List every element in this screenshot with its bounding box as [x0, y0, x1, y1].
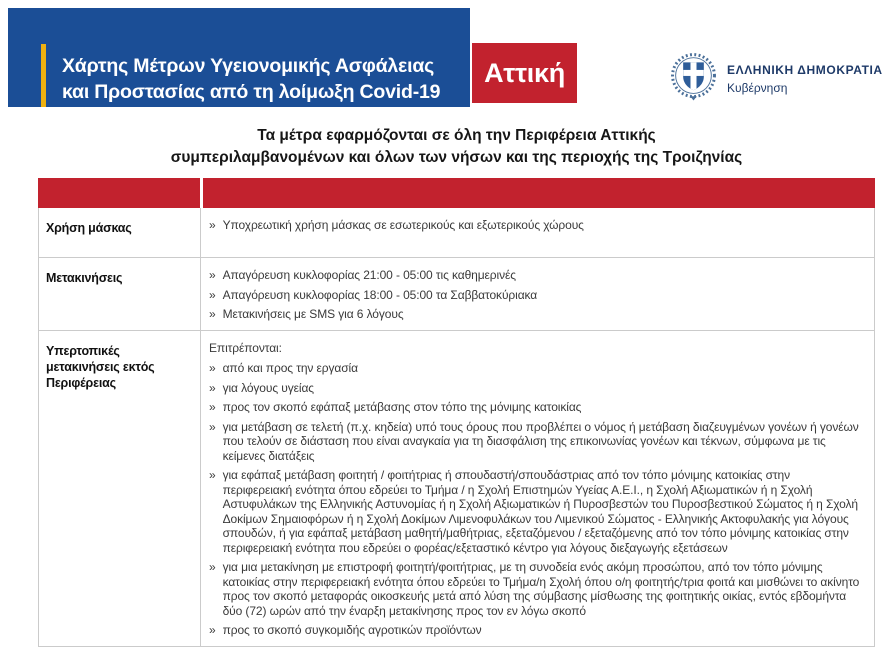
bullet-item [209, 288, 862, 303]
bullet-chevron-icon: » [209, 218, 216, 232]
bullet-text: Απαγόρευση κυκλοφορίας 21:00 - 05:00 τις καθημερινές [222, 268, 516, 282]
bullet-text: για εφάπαξ μετάβαση φοιτητή / φοιτήτριας ή σπουδαστή/σπουδάστριας από τον τόπο μόνιμης κατοικίας στην περιφερειακή ενότητα όπου εδρεύει το Τμήμα / η Σχολή Επιστημών Υγείας Α.Ε.Ι., η Σχολή Αξιωματικών ή η Σχολή Αστυφυλάκων της Ελληνικής Αστυνομίας ή η Σχολή Αξιωματικών ή Πυροσβεστών του Πυροσβεστικού Σώματος ή η Σχολή Δοκίμων Σημαιοφόρων ή η Σχολή Δοκίμων Λιμενοφυλάκων του Λιμενικού Σώματος - Ελληνικής Ακτοφυλακής για λόγους σπουδών, ή για εφάπαξ μετάβαση μαθητή/μαθήτριας, εξεταζόμενου / εξεταζόμενης από τον τόπο μόνιμης κατοικίας στην περιφερειακή ενότητα που εδρεύει ο φορέας/εξεταστικό κέντρο για λόγους διεξαγωγής εξετάσεων [222, 468, 858, 555]
bullet-text: για μια μετακίνηση με επιστροφή φοιτητή/φοιτήτριας, με τη συνοδεία ενός ακόμη προσώπου, από τον τόπο μόνιμης κατοικίας στην περιφερειακή ενότητα όπου εδρεύει το Τμήμα/η Σχολή όπου ο/η φοιτητής/τρια φοιτά και μισθώνει το ακίνητο προς τον σκοπό μεταφοράς οικοσκευής μετά από λύση της σύμβασης μίσθωσης της φοιτητικής οικίας, εντός εβδομήντα δύο (72) ωρών από την έναρξη μετακίνησης προς τον εν λόγω σκοπό [222, 560, 860, 618]
region-label: Αττική [484, 57, 565, 88]
bullet-item [209, 218, 862, 233]
bullet-chevron-icon: » [209, 287, 216, 302]
bullet-text: Απαγόρευση κυκλοφορίας 18:00 - 05:00 τα Σαββατοκύριακα [222, 287, 538, 302]
bullet-text: Μετακινήσεις με SMS για 6 λόγους [222, 307, 404, 321]
bullet-chevron-icon: » [209, 380, 216, 395]
bullet-text: προς τον σκοπό εφάπαξ μετάβασης στον τόπο της μόνιμης κατοικίας [222, 400, 582, 414]
subtitle [38, 125, 875, 169]
bullet-chevron-icon: » [209, 468, 216, 482]
bullet-text: προς το σκοπό συγκομιδής αγροτικών προϊόντων [222, 623, 482, 637]
bullet-item [209, 468, 862, 555]
title-line-1: Χάρτης Μέτρων Υγειονομικής Ασφάλειας [62, 55, 435, 77]
table-header-band-left [38, 178, 200, 208]
bullet-chevron-icon: » [209, 361, 216, 375]
bullet-item [209, 307, 862, 322]
bullet-text: για μετάβαση σε τελετή (π.χ. κηδεία) υπό τους όρους που προβλέπει ο νόμος ή μετάβαση διαζευγμένων γονέων ή γονέων που τελούν σε διάσταση που είναι αναγκαία για τη διασφάλιση της επικοινωνίας γονέων και τέκνων, σύμφωνα με τις κείμενες διατάξεις [222, 419, 859, 463]
bullet-text: για λόγους υγείας [222, 380, 314, 395]
measures-rows [38, 208, 875, 647]
measures-table [38, 178, 875, 647]
gov-name: ΕΛΛΗΝΙΚΗ ΔΗΜΟΚΡΑΤΙΑ [727, 63, 883, 77]
greek-emblem-icon [670, 52, 717, 106]
bullet-text: από και προς την εργασία [222, 361, 358, 375]
bullet-item [209, 420, 862, 464]
bullet-chevron-icon: » [209, 419, 216, 434]
bullet-chevron-icon: » [209, 400, 216, 414]
measure-label: Μετακινήσεις [39, 258, 201, 330]
bullet-item [209, 560, 862, 618]
bullet-item [209, 623, 862, 638]
bullet-chevron-icon: » [209, 268, 216, 282]
bullet-text: Υποχρεωτική χρήση μάσκας σε εσωτερικούς και εξωτερικούς χώρους [222, 218, 584, 232]
gov-logo [670, 52, 883, 106]
table-row [39, 257, 874, 330]
table-row [39, 208, 874, 257]
measure-intro: Επιτρέπονται: [209, 340, 282, 355]
bullet-item [209, 381, 862, 396]
subtitle-line-1: Τα μέτρα εφαρμόζονται σε όλη την Περιφέρεια Αττικής [257, 127, 656, 144]
region-badge [472, 43, 577, 103]
accent-bar [41, 44, 46, 107]
bullet-item [209, 361, 862, 376]
gov-text [727, 63, 883, 95]
measure-content [201, 208, 874, 257]
subtitle-line-2: συμπεριλαμβανομένων και όλων των νήσων και της περιοχής της Τροιζηνίας [170, 149, 743, 166]
bullet-chevron-icon: » [209, 560, 216, 574]
bullet-chevron-icon: » [209, 307, 216, 321]
measure-content [201, 258, 874, 330]
bullet-item [209, 400, 862, 415]
table-row [39, 330, 874, 646]
bullet-chevron-icon: » [209, 623, 216, 637]
measure-label: Χρήση μάσκας [39, 208, 201, 257]
measure-content [201, 331, 874, 646]
gov-subtitle: Κυβέρνηση [727, 81, 788, 95]
table-header-band-right [203, 178, 875, 208]
header-banner [8, 8, 470, 107]
measure-label: Υπερτοπικές μετακινήσεις εκτός Περιφέρειας [39, 331, 201, 646]
table-header-band [38, 178, 875, 208]
title-line-2: και Προστασίας από τη λοίμωξη Covid-19 [62, 81, 441, 103]
bullet-item [209, 268, 862, 283]
page-title [62, 53, 440, 105]
